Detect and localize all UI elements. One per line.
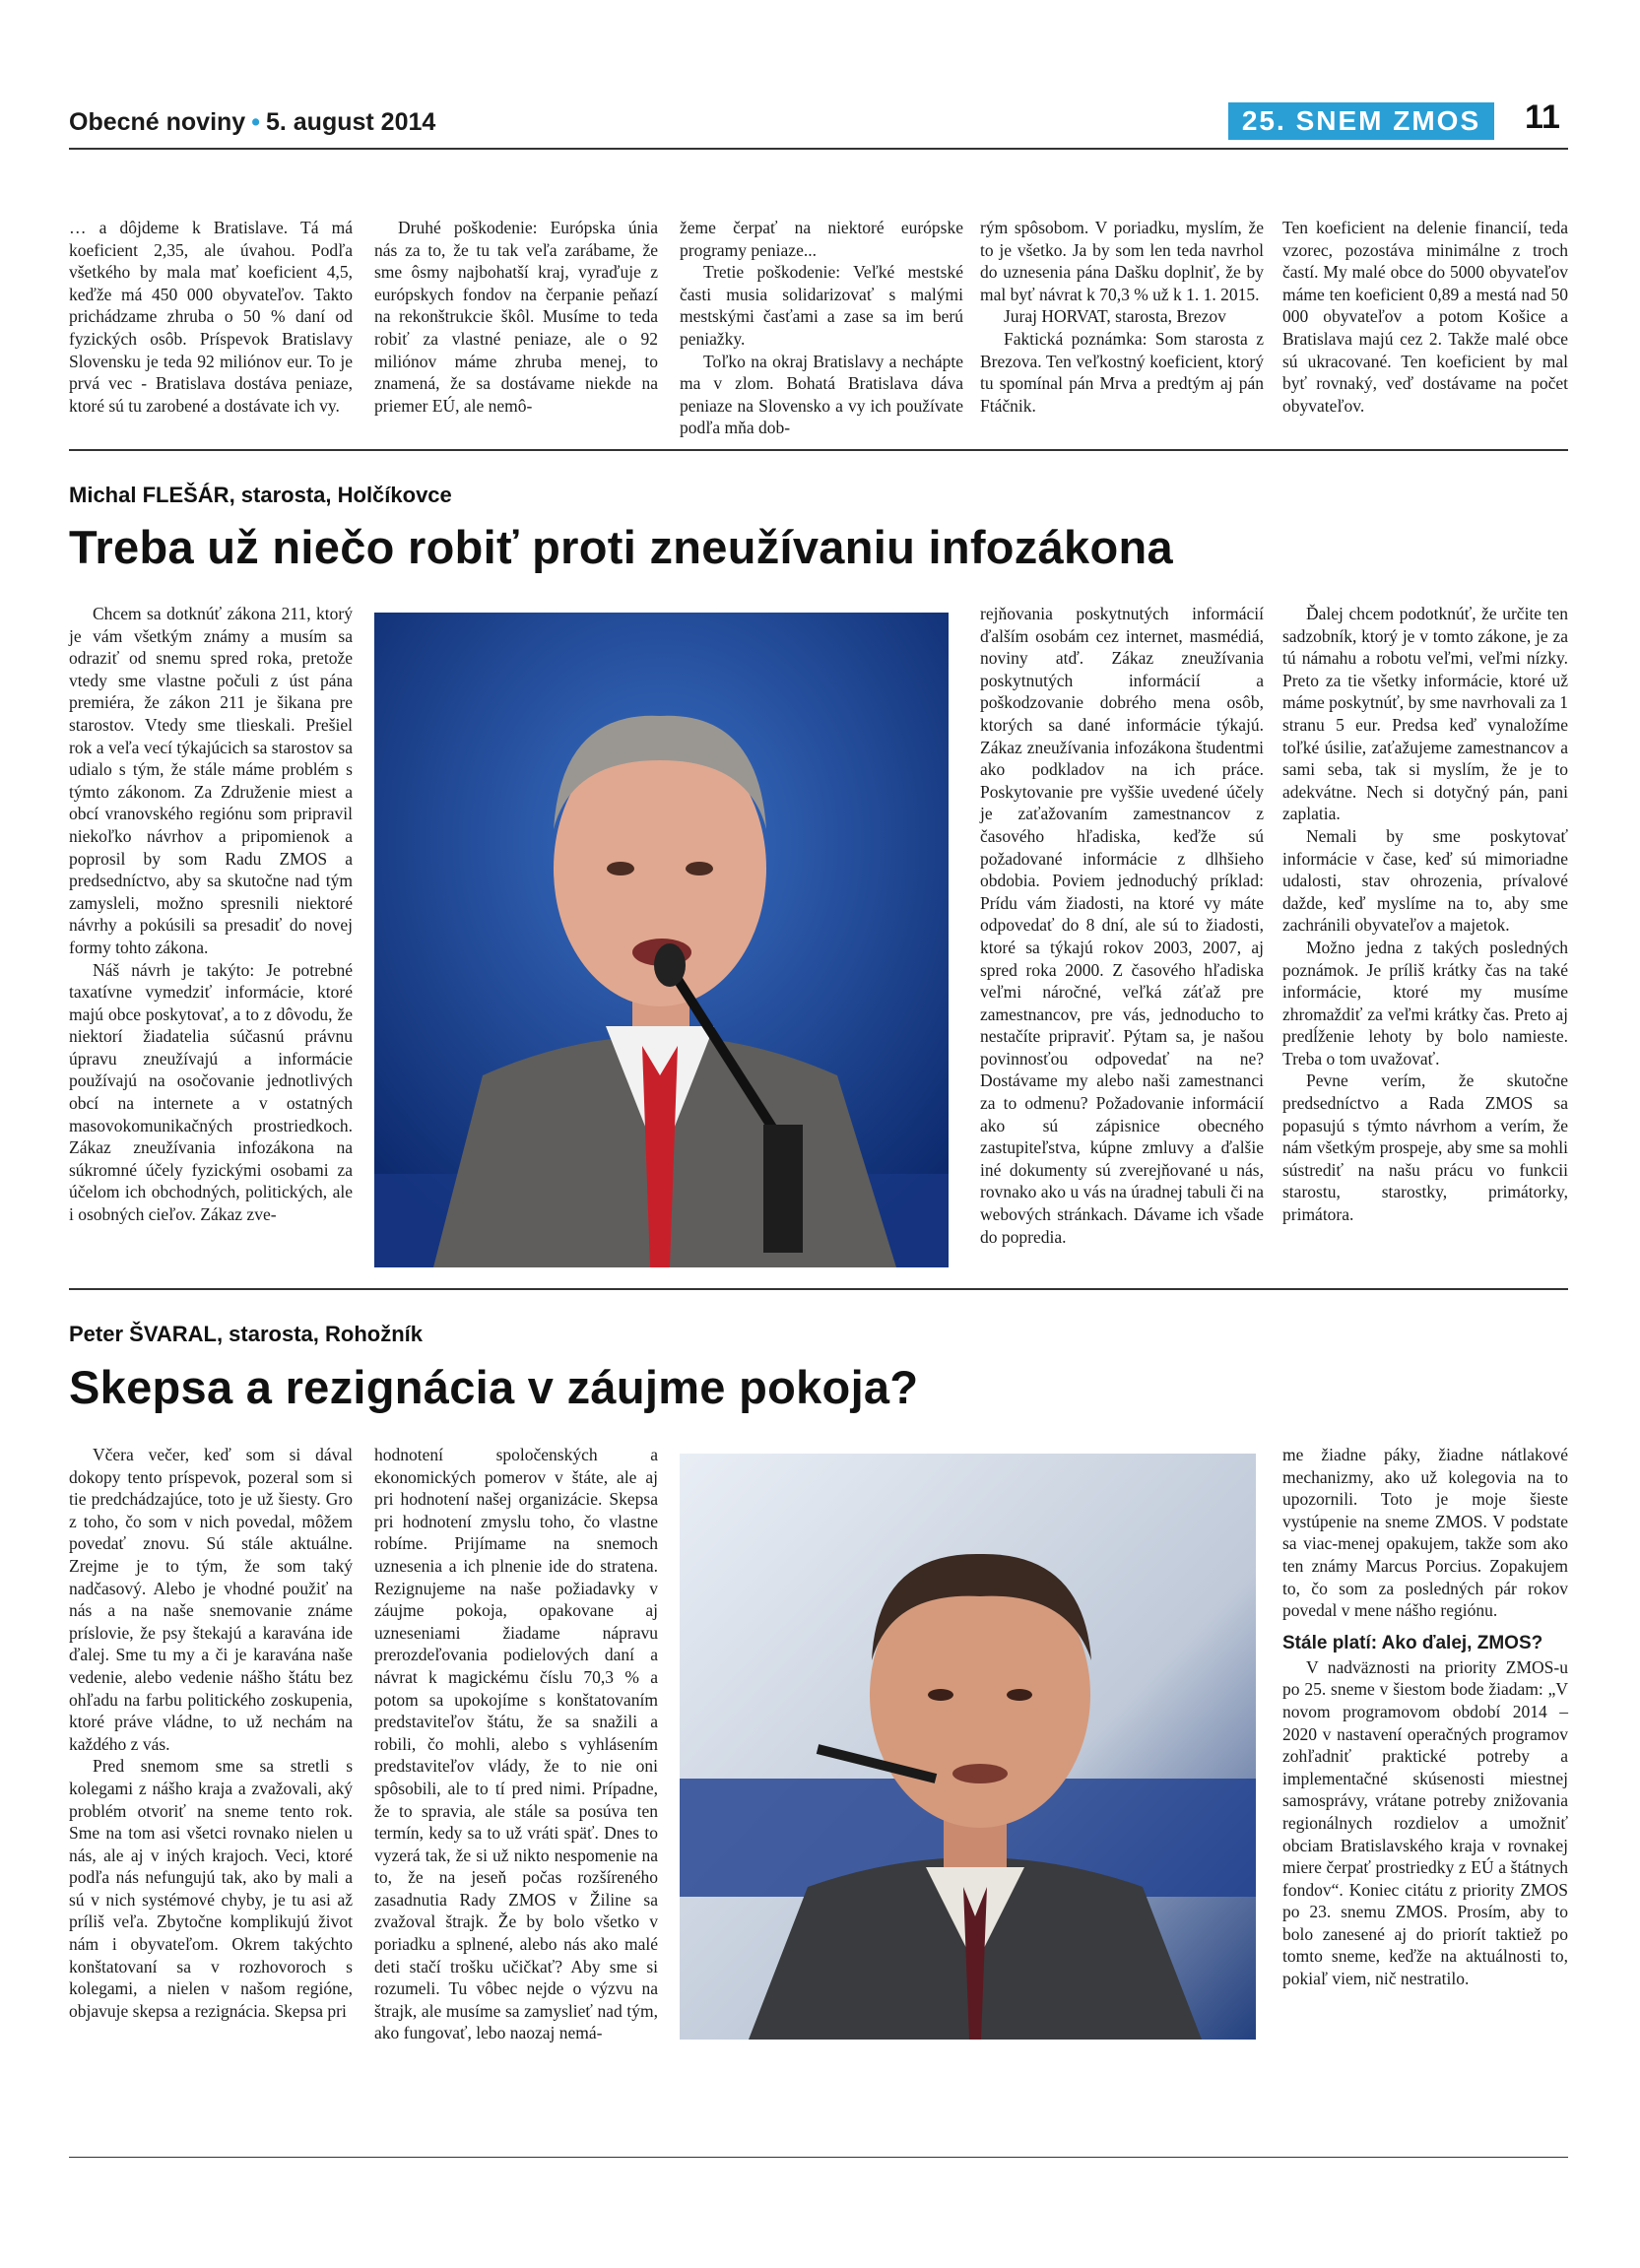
footer-rule xyxy=(69,2157,1568,2158)
paragraph: Druhé poškodenie: Európska únia nás za to, že tu tak veľa zarábame, že sme ôsmy najbohatší kraj, vyraďuje z európskych fondov na čerpanie peňazí na rekonštrukcie škôl. Musíme to teda robiť za vlastné peniaze, ale o 92 miliónov máme zhruba menej, to znamená, že sa dostávame niekde na priemer EÚ, ale nemô- xyxy=(374,218,658,416)
article1-column-1 xyxy=(69,603,353,1226)
paragraph: Chcem sa dotknúť zákona 211, ktorý je vám všetkým známy a musím sa odraziť od snemu spred roka, pretože vtedy sme vlastne počuli z úst pána premiéra, že zákon 211 je šikana pre starostov. Vtedy sme tlieskali. Prešiel rok a veľa vecí týkajúcich sa starostov sa udialo s tým, že stále máme problém s týmto zákonom. Za Združenie miest a obcí vranovského regiónu som pripravil niekoľko návrhov a pripomienok a poprosil by som Radu ZMOS a predsedníctvo, aby sa skutočne nad tým zamysleli, možno spresnili niektoré návrhy a pokúsili sa presadiť do novej formy tohto zákona. xyxy=(69,604,353,957)
paper-name: Obecné noviny xyxy=(69,108,246,136)
paragraph: Možno jedna z takých posledných poznámok. Je príliš krátky čas na také informácie, ktoré my musíme zhromaždiť za veľmi krátky čas. Preto aj predĺženie lehoty by bolo namieste. Treba o tom uvažovať. xyxy=(1282,937,1568,1069)
paragraph: Včera večer, keď som si dával dokopy tento príspevok, pozeral som si tie predchádzajúce, toto je už šiesty. Gro z toho, čo som v nich povedal, môžem povedať znovu. Sú stále aktuálne. Zrejme je to tým, že som taký nadčasový. Alebo je vhodné použiť na nás a na naše snemovanie známe príslovie, že psy štekajú a karavána ide ďalej. Sme tu my a či je karavána naše vedenie, alebo vedenie nášho štátu bez ohľadu na farbu politického zoskupenia, ktoré práve vládne, to už nechám na každého z vás. xyxy=(69,1445,353,1754)
paragraph: rým spôsobom. V poriadku, myslím, že to je všetko. Ja by som len teda navrhol do uznesenia pána Dašku doplniť, že by mal byť návrat k 70,3 % už k 1. 1. 2015. xyxy=(980,218,1264,304)
article-rule xyxy=(69,1288,1568,1290)
paragraph: Ďalej chcem podotknúť, že určite ten sadzobník, ktorý je v tomto zákone, je za tú námahu a robotu veľmi, veľmi nízky. Preto za tie všetky informácie, ktoré už máme poskytnúť, by sme navrhovali za 1 stranu 5 eur. Predsa keď vynaložíme toľké úsilie, zaťažujeme zamestnancov a sami seba, tak si myslím, že je to adekvátne. Nech si dotyčný pán, pani zaplatia. xyxy=(1282,604,1568,824)
top-column-3 xyxy=(680,217,963,439)
paragraph: V nadväznosti na priority ZMOS-u po 25. sneme v šiestom bode žiadam: „V novom programovom období 2014 – 2020 v nastavení operačných programov zohľadniť praktické potreby a implementačné skúsenosti miestnej samosprávy, vrátane potreby znižovania regionálnych rozdielov a umožniť obciam Bratislavského kraja v rovnakej miere čerpať prostriedky z EÚ a štátnych fondov“. Koniec citátu z priority ZMOS po 23. snemu ZMOS. Prosím, aby to bolo zanesené aj do priorít taktiež po tomto sneme, keďže na aktuálnosti to, pokiaľ viem, nič nestratilo. xyxy=(1282,1656,1568,1989)
masthead xyxy=(69,108,435,137)
paragraph: Pevne verím, že skutočne predsedníctvo a Rada ZMOS sa popasujú s týmto návrhom a verím, že nám všetkým prospeje, aby sme sa mohli sústrediť na našu prácu vo funkcii starostu, starostky, primátorky, primátora. xyxy=(1282,1070,1568,1225)
article1-column-2 xyxy=(980,603,1264,1248)
article2-headline: Skepsa a rezignácia v záujme pokoja? xyxy=(69,1361,919,1413)
paragraph: rejňovania poskytnutých informácií ďalším osobám cez internet, masmédiá, noviny atď. Zákaz zneužívania poskytnutých informácií a poškodzovanie dobrého mena osôb, ktorých sa dané informácie týkajú. Zákaz zneužívania infozákona študentmi ako podkladov na ich práce. Poskytovanie pre vyššie uvedené účely je zaťažovaním zamestnancov z časového hľadiska, keďže sú požadované informácie z dlhšieho obdobia. Poviem jednoduchý príklad: Prídu vám žiadosti, na ktoré vy máte odpovedať do 8 dní, ale sú to žiadosti, ktoré sa týkajú rokov 2003, 2007, aj spred roka 2000. Z časového hľadiska veľmi náročné, veľká záťaž pre zamestnancov, pre vás, jednoducho to nestačíte pripraviť. Pýtam sa, je našou povinnosťou odpovedať na ne? Dostávame my alebo naši zamestnanci za to odmenu? Požadovanie informácií ako sú zápisnice obecného zastupiteľstva, kúpne zmluvy a ďalšie iné dokumenty sú zverejňované u nás, rovnako ako u vás na úradnej tabuli či na webových stránkach. Dávame ich všade do popredia. xyxy=(980,604,1264,1247)
article1-column-3 xyxy=(1282,603,1568,1226)
photo-peter-svaral xyxy=(680,1454,1256,2040)
paragraph: Ten koeficient na delenie financií, teda vzorec, pozostáva minimálne z troch častí. My malé obce do 5000 obyvateľov máme ten koeficient 0,89 a mestá nad 50 000 obyvateľov a potom Košice a Bratislava majú cez 2. Takže malé obce sú ukracované. Ten koeficient by mal byť rovnaký, veď dostávame na počet obyvateľov. xyxy=(1282,218,1568,416)
article1-byline: Michal FLEŠÁR, starosta, Holčíkovce xyxy=(69,483,452,507)
top-column-4 xyxy=(980,217,1264,417)
top-column-1 xyxy=(69,217,353,417)
paragraph: Pred snemom sme sa stretli s kolegami z nášho kraja a zvažovali, aký problém otvoriť na sneme tento rok. Sme na tom asi všetci rovnako nielen u nás, ale aj v iných krajoch. Veci, ktoré podľa nás nefungujú tak, ako by mali a sú v nich systémové chyby, je tu asi až príliš veľa. Zbytočne komplikujú život nám i obyvateľom. Okrem takýchto konštatovaní sa v rozhovoroch s kolegami, a nielen v našom regióne, objavuje skepsa a rezignácia. Skepsa pri xyxy=(69,1756,353,2021)
article1-headline: Treba už niečo robiť proti zneužívaniu infozákona xyxy=(69,521,1173,573)
paragraph: Tretie poškodenie: Veľké mestské časti musia solidarizovať s malými mestskými časťami a zase sa im berú peniažky. xyxy=(680,262,963,349)
article-rule xyxy=(69,449,1568,451)
speaker-name: Juraj HORVAT, starosta, Brezov xyxy=(1004,306,1226,327)
article2-column-2 xyxy=(374,1444,658,2044)
paragraph: Náš návrh je takýto: Je potrebné taxatívne vymedziť informácie, ktoré majú obce poskytovať, a to z dôvodu, že niektorí žiadatelia súčasnú právnu úpravu zneužívajú a informácie používajú na osočovanie jednotlivých obcí na internete a v ostatných masovokomunikačných prostriedkoch. Zákaz zneužívania infozákona na súkromné účely fyzickými osobami za účelom ich obchodných, politických, ale i osobných cieľov. Zákaz zve- xyxy=(69,959,353,1225)
article2-byline: Peter ŠVARAL, starosta, Rohožník xyxy=(69,1322,423,1346)
subheading: Stále platí: Ako ďalej, ZMOS? xyxy=(1282,1632,1543,1653)
paragraph: me žiadne páky, žiadne nátlakové mechanizmy, ako už kolegovia na to upozornili. Toto je moje šieste vystúpenie na sneme ZMOS. V podstate sa viac-menej opakujem, takže som ako ten známy Marcus Porcius. Zopakujem to, čo som za posledných pár rokov povedal v mene nášho regiónu. xyxy=(1282,1445,1568,1621)
section-badge: 25. SNEM ZMOS xyxy=(1228,102,1494,140)
paragraph: … a dôjdeme k Bratislave. Tá má koeficient 2,35, ale úvahou. Podľa všetkého by mala mať koeficient 4,5, keďže má 450 000 obyvateľov. Takto prichádzame zhruba o 50 % daní od fyzických osôb. Príspevok Bratislavy Slovensku je teda 92 miliónov eur. To je prvá vec - Bratislava dostáva peniaze, ktoré sú tu zarobené a dostávate ich vy. xyxy=(69,218,353,416)
top-column-2 xyxy=(374,217,658,417)
issue-date: 5. august 2014 xyxy=(265,108,436,136)
paragraph: hodnotení spoločenských a ekonomických pomerov v štáte, ale aj pri hodnotení našej organizácie. Skepsa pri hodnotení zmyslu toho, čo vlastne robíme. Prijímame na snemoch uznesenia a ich plnenie ide do stratena. Rezignujeme na naše požiadavky v záujme pokoja, opakovane aj uzneseniami žiadame nápravu prerozdeľovania podielových daní a návrat k magickému číslu 70,3 % a potom sa upokojíme s konštatovaním predstaviteľov štátu, že sa snažili a robili, čo mohli, alebo s vyhlásením predstaviteľov vlády, že to nie oni spôsobili, ale to tí pred nimi. Prípadne, že to spravia, ale stále sa posúva ten termín, kedy sa to už vráti späť. Dnes to vyzerá tak, že si už nikto nespomenie na to, že na jeseň počas rozšíreného zasadnutia Rady ZMOS v Žiline sa zvažoval štrajk. Že by bolo všetko v poriadku a splnené, alebo nás ako malé deti stačí trošku učičkať? Aby sme si rozumeli. Tu vôbec nejde o výzvu na štrajk, ale musíme sa zamyslieť nad tým, ako fungovať, lebo naozaj nemá- xyxy=(374,1445,658,2043)
paragraph: Toľko na okraj Bratislavy a nechápte ma v zlom. Bohatá Bratislava dáva peniaze na Slovensko a vy ich používate podľa mňa dob- xyxy=(680,351,963,438)
top-column-5 xyxy=(1282,217,1568,417)
photo-michal-flesar xyxy=(374,613,949,1267)
page-number: 11 xyxy=(1525,98,1560,136)
paragraph: Faktická poznámka: Som starosta z Brezova. Ten veľkostný koeficient, ktorý tu spomínal pán Mrva a predtým aj pán Ftáčnik. xyxy=(980,328,1264,416)
header-separator: • xyxy=(251,108,260,136)
speaker-portrait-illustration xyxy=(680,1454,1256,2040)
header-rule xyxy=(69,148,1568,150)
article2-column-3 xyxy=(1282,1444,1568,1990)
paragraph: Nemali by sme poskytovať informácie v čase, keď sú mimoriadne udalosti, stav ohrozenia, prívalové dažde, keď myslíme na to, aby sme zachránili obyvateľov a majetok. xyxy=(1282,825,1568,936)
speaker-portrait-illustration xyxy=(374,613,949,1267)
article2-column-1 xyxy=(69,1444,353,2022)
paragraph: žeme čerpať na niektoré európske programy peniaze... xyxy=(680,218,963,260)
